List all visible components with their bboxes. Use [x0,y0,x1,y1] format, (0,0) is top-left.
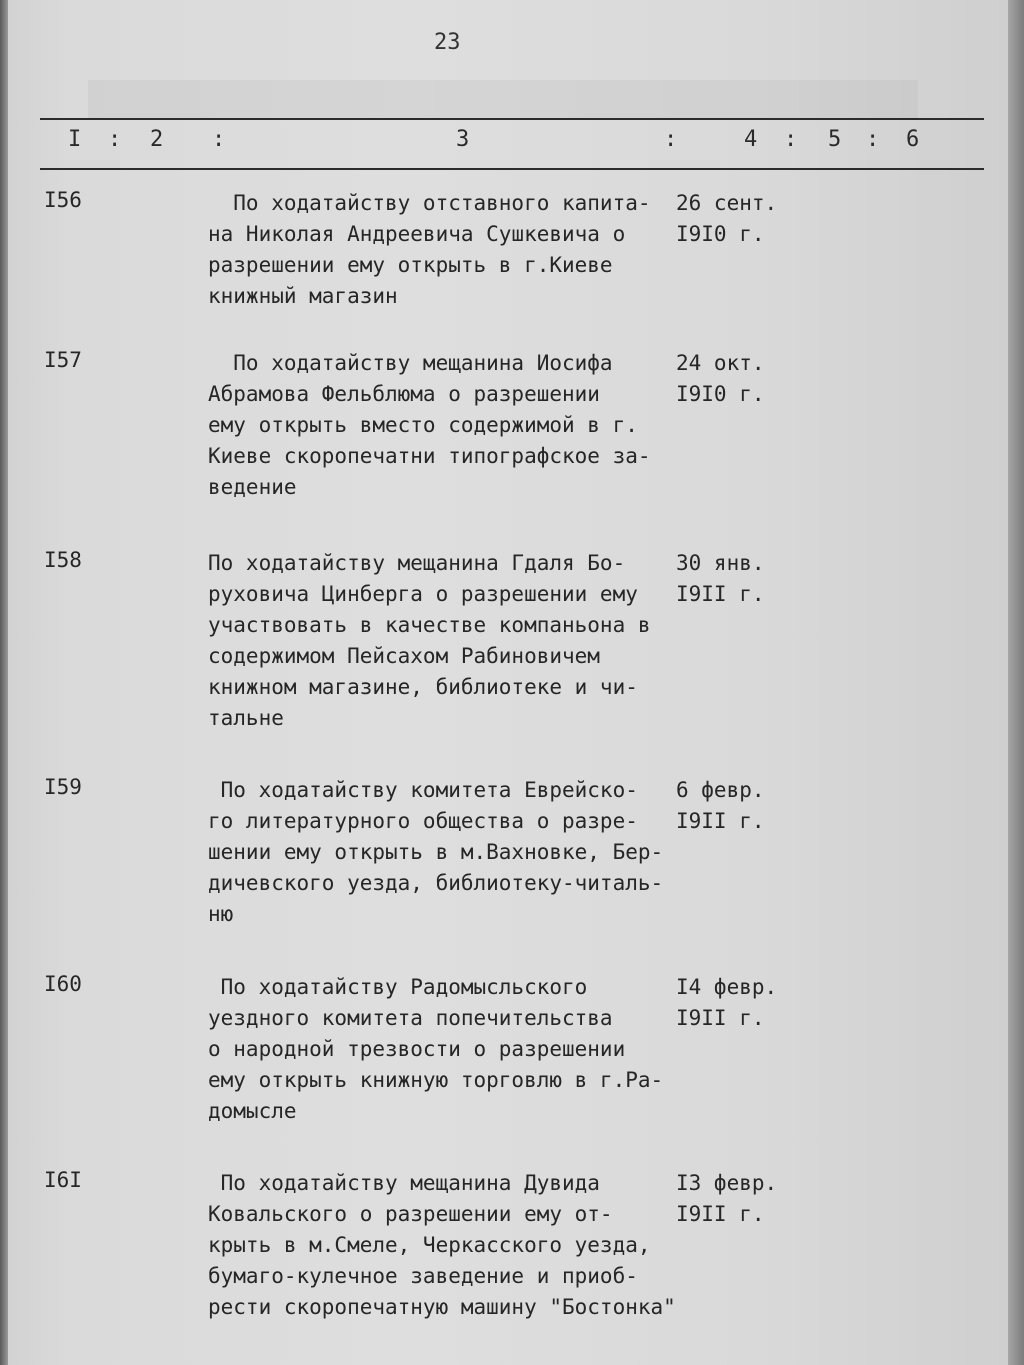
binding-shadow [0,0,8,1365]
column-header-4: 4 [744,127,758,152]
entry-date: 26 сент. I9I0 г. [676,191,778,246]
bleed-through-shading [88,80,918,120]
column-header-3: 3 [456,127,470,152]
document-page [8,0,1008,1365]
entry-description: По ходатайству Радомысльского уездного комитета попечительства о народной трезвости о разрешении ему открыть книжную торговлю в г.Ра- домысле [208,975,664,1123]
column-separator: : [108,127,122,152]
entry-date: 30 янв. I9II г. [676,551,765,606]
page-edge [1008,0,1024,1365]
entry-number: I60 [44,972,82,996]
table-header-rule [40,168,984,170]
entry-number: I57 [44,348,82,372]
entry-date: I4 февр. I9II г. [676,975,778,1030]
entry-number: I6I [44,1168,82,1192]
entry-date: 24 окт. I9I0 г. [676,351,765,406]
column-separator: : [212,127,226,152]
column-header-1: I [68,127,82,152]
entry-description: По ходатайству мещанина Гдаля Бо- руховича Цинберга о разрешении ему участвовать в качестве компаньона в содержимом Пейсахом Рабиновичем книжном магазине, библиотеке и чи- тальне [208,551,651,730]
entry-number: I59 [44,775,82,799]
entry-description: По ходатайству отставного капита- на Николая Андреевича Сушкевича о разрешении ему открыть в г.Киеве книжный магазин [208,191,651,308]
column-header-6: 6 [906,127,920,152]
entry-date: 6 февр. I9II г. [676,778,765,833]
table-top-rule [40,118,984,120]
column-header-row [8,125,1008,161]
column-separator: : [664,127,678,152]
entry-description: По ходатайству мещанина Иосифа Абрамова Фельблюма о разрешении ему открыть вместо содержимой в г. Киеве скоропечатни типографское за- ведение [208,351,651,499]
entry-number: I56 [44,188,82,212]
column-header-5: 5 [828,127,842,152]
page-number: 23 [434,30,461,55]
entry-date: I3 февр. I9II г. [676,1171,778,1226]
column-header-2: 2 [150,127,164,152]
entry-description: По ходатайству мещанина Дувида Ковальского о разрешении ему от- крыть в м.Смеле, Черкасского уезда, бумаго-кулечное заведение и приоб- рести скоропечатную машину "Бостонка" [208,1171,676,1319]
entry-description: По ходатайству комитета Еврейско- го литературного общества о разре- шении ему открыть в м.Вахновке, Бер- дичевского уезда, библиотеку-читаль- ню [208,778,664,926]
column-separator: : [784,127,798,152]
entry-number: I58 [44,548,82,572]
column-separator: : [866,127,880,152]
